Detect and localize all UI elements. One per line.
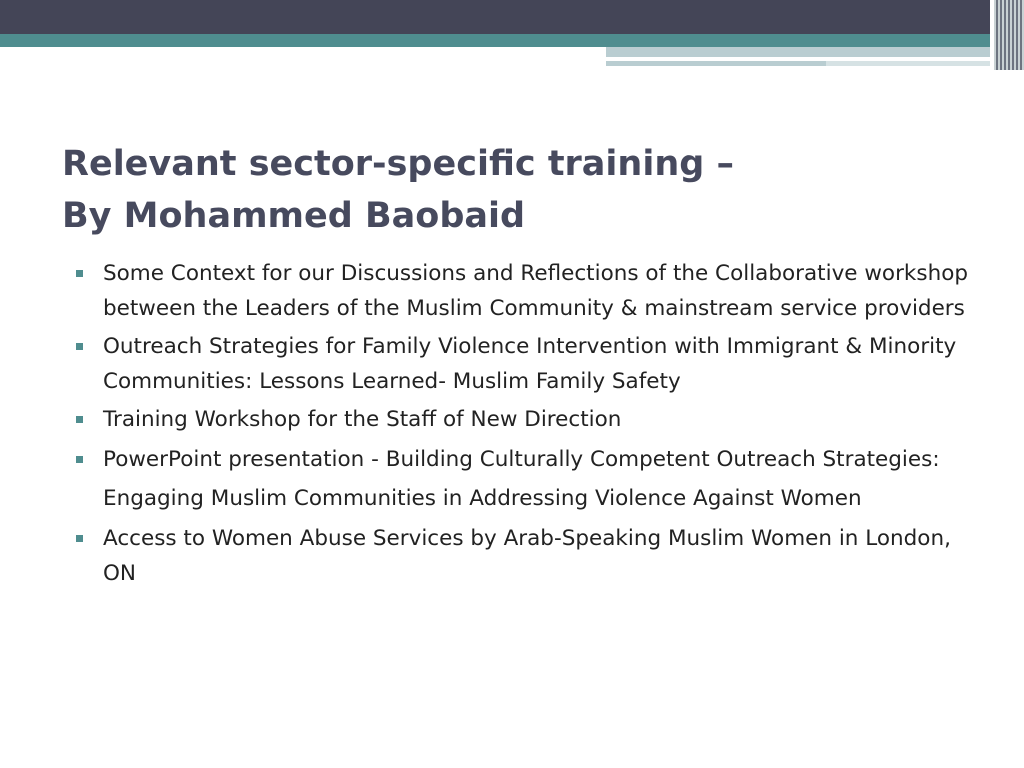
bullet-text: Training Workshop for the Staff of New Direction — [103, 407, 622, 432]
slide-title-line-1: Relevant sector-specific training – — [62, 144, 734, 184]
square-bullet-icon — [76, 535, 83, 542]
bullet-item — [76, 521, 976, 591]
bullet-text: PowerPoint presentation - Building Culturally Competent Outreach Strategies: Engaging Muslim Communities in Addressing Violence Against Women — [103, 447, 940, 511]
slide-title-line-2: By Mohammed Baobaid — [62, 196, 526, 236]
header-bar-teal — [0, 34, 1024, 47]
header-bar-dark — [0, 0, 1024, 34]
square-bullet-icon — [76, 270, 83, 277]
bullet-list — [76, 256, 976, 594]
header-stripes — [994, 0, 1024, 70]
square-bullet-icon — [76, 456, 83, 463]
header-bar-thin — [606, 61, 826, 66]
bullet-text: Outreach Strategies for Family Violence Intervention with Immigrant & Minority Communities: Lessons Learned- Muslim Family Safety — [103, 334, 957, 394]
bullet-item — [76, 402, 976, 437]
bullet-text: Some Context for our Discussions and Reflections of the Collaborative workshop between the Leaders of the Muslim Community & mainstream service providers — [103, 261, 969, 321]
header-bar-light — [606, 47, 1024, 57]
slide-title — [62, 138, 962, 242]
bullet-text: Access to Women Abuse Services by Arab-Speaking Muslim Women in London, ON — [103, 526, 951, 586]
bullet-item — [76, 256, 976, 326]
bullet-item — [76, 440, 976, 518]
bullet-item — [76, 329, 976, 399]
square-bullet-icon — [76, 343, 83, 350]
square-bullet-icon — [76, 416, 83, 423]
